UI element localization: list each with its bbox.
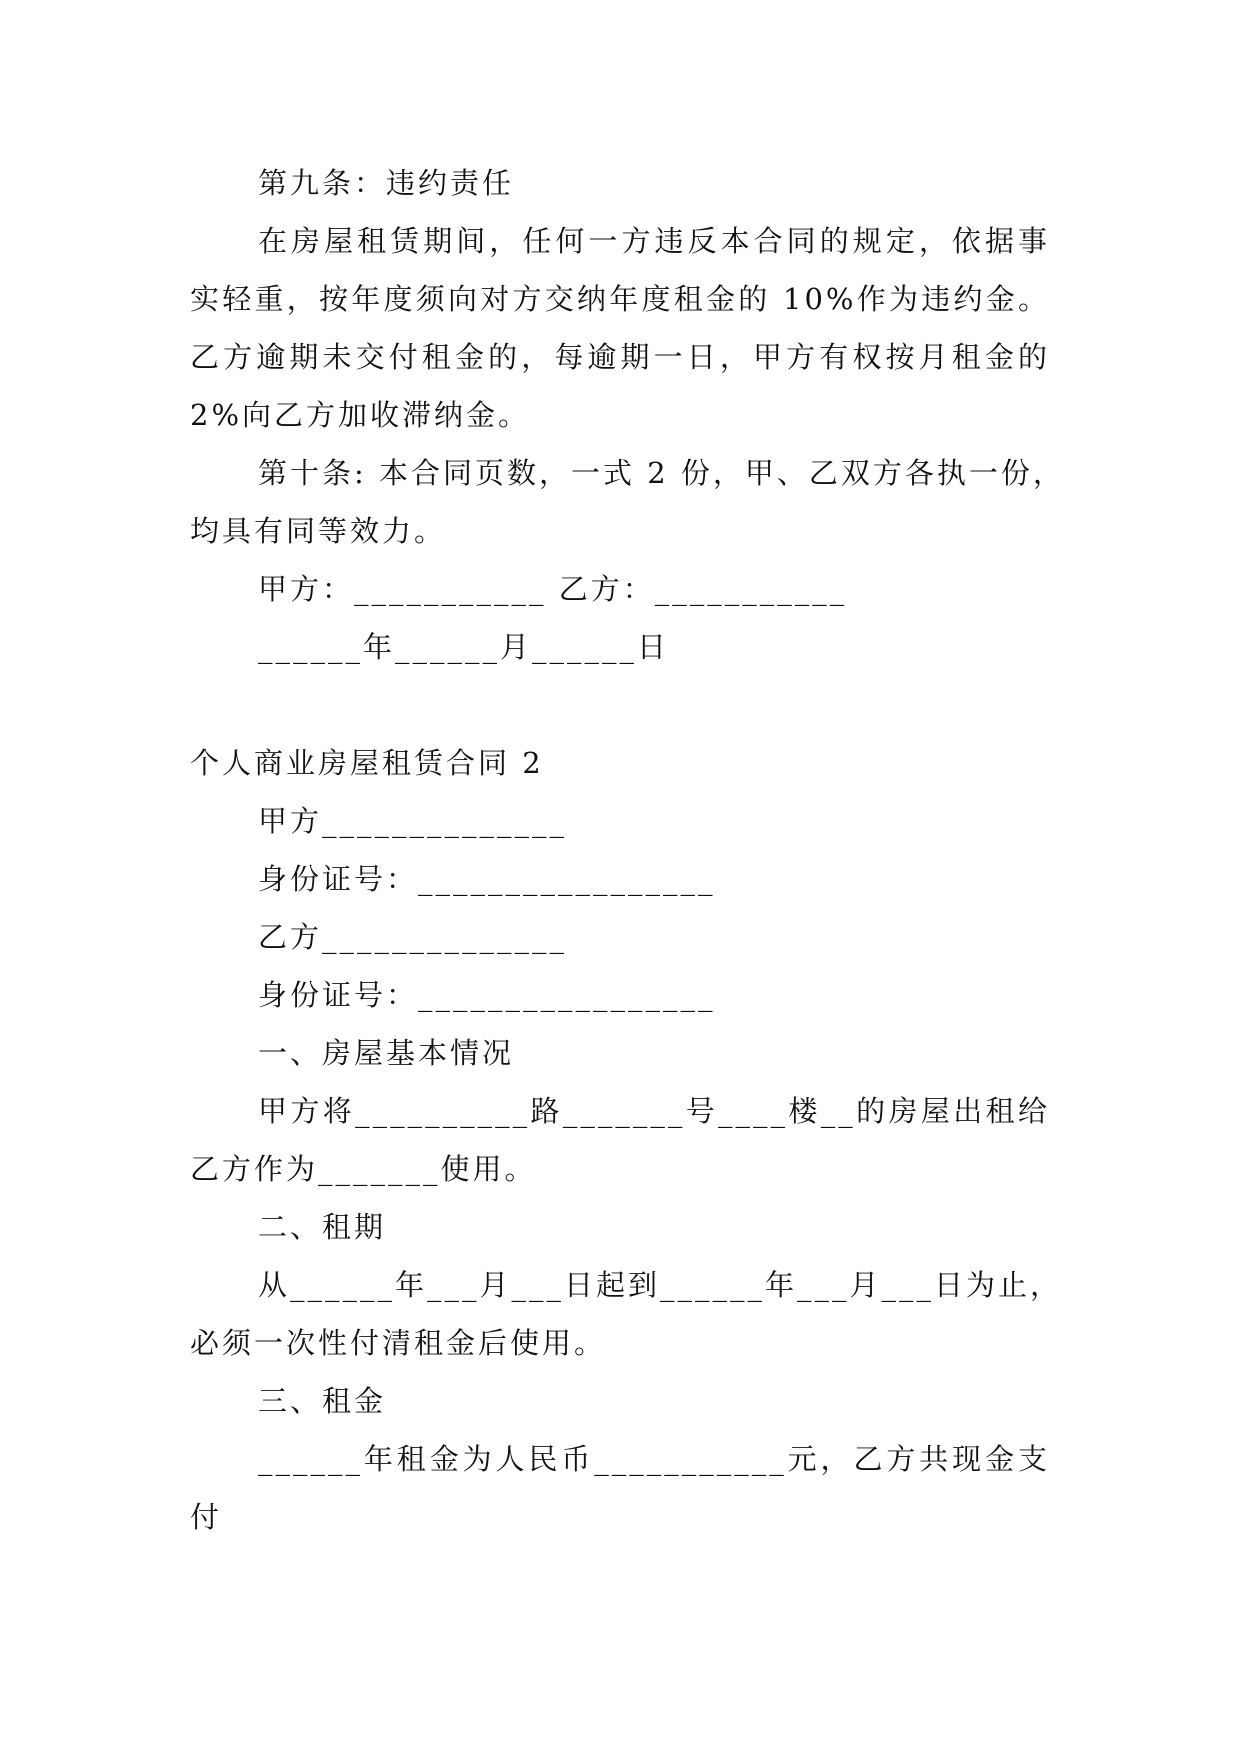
party-a-field: 甲方______________ <box>258 804 568 838</box>
article-10-line-1: 第十条: 本合同页数，一式 2 份，甲、乙双方各执一份， <box>258 456 1065 490</box>
section-2-line-2: 必须一次性付清租金后使用。 <box>190 1326 607 1360</box>
section-3-heading: 三、租金 <box>258 1384 387 1418</box>
contract-2-title: 个人商业房屋租赁合同 2 <box>190 746 544 780</box>
section-3-line-1: ______年租金为人民币___________元，乙方共现金支 <box>258 1442 1050 1476</box>
date-line: ______年______月______日 <box>258 630 670 664</box>
section-1-heading: 一、房屋基本情况 <box>258 1036 515 1070</box>
party-b-id-field: 身份证号：_________________ <box>258 978 716 1012</box>
party-a-id-field: 身份证号：_________________ <box>258 862 716 896</box>
article-9-paragraph-line-1: 在房屋租赁期间，任何一方违反本合同的规定，依据事 <box>258 224 1050 258</box>
article-9-paragraph-line-3: 乙方逾期未交付租金的，每逾期一日，甲方有权按月租金的 <box>190 340 1050 374</box>
section-1-line-2: 乙方作为_______使用。 <box>190 1152 537 1186</box>
article-10-line-2: 均具有同等效力。 <box>190 514 447 548</box>
section-3-line-2: 付 <box>190 1500 223 1534</box>
article-9-heading: 第九条：违约责任 <box>258 166 515 200</box>
article-9-paragraph-line-4: 2%向乙方加收滞纳金。 <box>190 398 531 432</box>
party-b-field: 乙方______________ <box>258 920 568 954</box>
article-9-paragraph-line-2: 实轻重，按年度须向对方交纳年度租金的 10%作为违约金。 <box>190 282 1050 316</box>
section-2-line-1: 从______年___月___日起到______年___月___日为止， <box>258 1268 1063 1302</box>
signature-line: 甲方：___________ 乙方：___________ <box>258 572 848 606</box>
section-2-heading: 二、租期 <box>258 1210 387 1244</box>
section-1-line-1: 甲方将__________路_______号____楼__的房屋出租给 <box>258 1094 1050 1128</box>
